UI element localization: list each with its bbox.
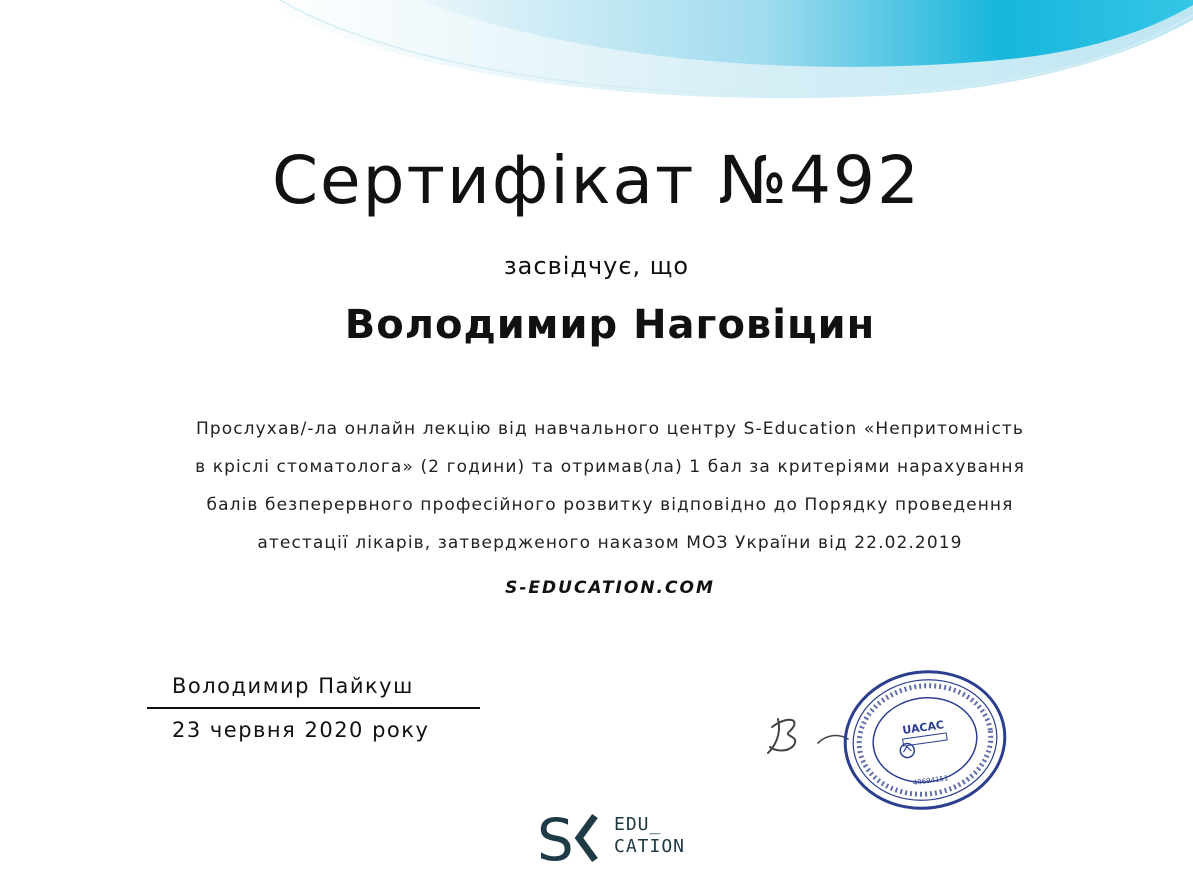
recipient-name: Володимир Наговіцин [344, 302, 876, 348]
website-link[interactable]: S-EDUCATION.COM [505, 578, 715, 598]
seal-code: 40694151 [912, 774, 949, 788]
svg-text:S: S [537, 808, 574, 866]
body-line: балів безперервного професійного розвитку відповідно до Порядку проведення [206, 495, 1014, 515]
sk-logo-icon [537, 808, 607, 866]
certificate-body [150, 410, 1070, 562]
organization-seal [820, 665, 1010, 815]
logo-line-2: CATION [614, 836, 686, 857]
header-wave-decoration [0, 0, 1193, 110]
logo-line-1: EDU_ [614, 814, 662, 835]
certificate-title: Сертифікат №492 [271, 142, 922, 219]
s-education-logo [537, 808, 717, 866]
signer-name: Володимир Пайкуш [172, 674, 414, 698]
issue-date: 23 червня 2020 року [172, 718, 430, 742]
signature-line [147, 707, 480, 709]
seal-acronym: UACAC [901, 718, 945, 737]
body-line: в кріслі стоматолога» (2 години) та отримав(ла) 1 бал за критеріями нарахування [195, 457, 1025, 477]
logo-wordmark [614, 814, 685, 858]
body-line: Прослухав/-ла онлайн лекцію від навчального центру S-Education «Непритомність [195, 419, 1025, 439]
body-line: атестації лікарів, затвердженого наказом МОЗ України від 22.02.2019 [257, 533, 963, 553]
certificate-subtitle: засвідчує, що [503, 252, 690, 280]
